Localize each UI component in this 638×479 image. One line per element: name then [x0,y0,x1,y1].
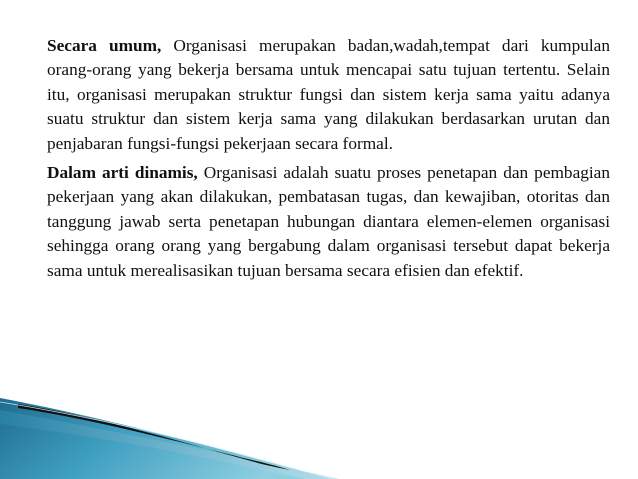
paragraph-body: Organisasi adalah suatu proses penetapan dan pembagian pekerjaan yang akan dilakukan, pembatasan tugas, dan kewajiban, otoritas dan tanggung jawab serta penetapan hubungan diantara elemen-elemen organisasi sehingga orang orang yang bergabung dalam organisasi tersebut dapat bekerja sama untuk merealisasikan tujuan bersama secara efisien dan efektif. [47,163,610,280]
paragraph-general [47,34,610,156]
paragraph-lead: Secara umum, [47,36,162,55]
text-content [47,34,610,288]
paragraph-dynamic [47,161,610,283]
paragraph-lead: Dalam arti dinamis, [47,163,198,183]
paragraph-body: Organisasi merupakan badan,wadah,tempat dari kumpulan orang-orang yang bekerja bersama untuk mencapai satu tujuan tertentu. Selain itu, organisasi merupakan struktur fungsi dan sistem kerja sama yaitu adanya suatu struktur dan sistem kerja sama yang dilakukan berdasarkan urutan dan penjabaran fungsi-fungsi pekerjaan secara formal. [47,36,610,153]
